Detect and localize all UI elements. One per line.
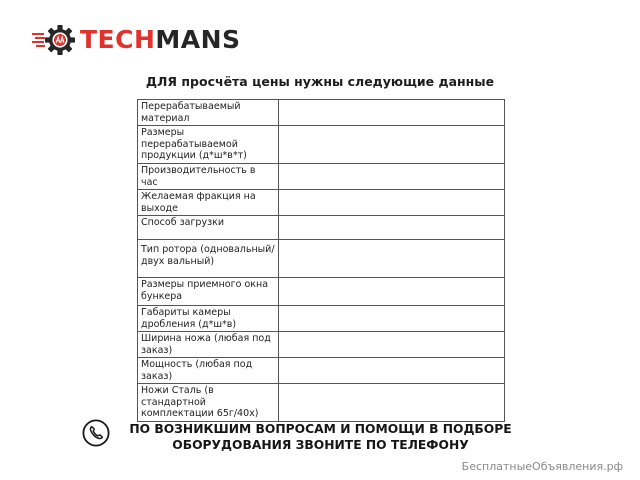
row-value-cell [279,164,505,190]
row-value-cell [279,216,505,240]
gear-logo-icon [32,24,76,56]
row-label: Способ загрузки [138,216,279,240]
row-label: Перерабатываемый материал [138,100,279,126]
brand-wordmark [80,24,241,56]
row-label: Ширина ножа (любая под заказ) [138,332,279,358]
row-label: Габариты камеры дробления (д*ш*в) [138,306,279,332]
row-value-cell [279,126,505,164]
table-row [138,100,505,126]
table-row [138,384,505,422]
row-value-cell [279,358,505,384]
table-row [138,358,505,384]
brand-part-two: MANS [155,25,241,54]
table-row [138,240,505,278]
row-label: Тип ротора (одновальный/двух вальный) [138,240,279,278]
table-row [138,332,505,358]
table-row [138,164,505,190]
requirements-table [137,99,505,422]
contact-line-2: ОБОРУДОВАНИЯ ЗВОНИТЕ ПО ТЕЛЕФОНУ [172,438,469,452]
brand-part-one: TECH [80,25,156,54]
row-label: Размеры приемного окна бункера [138,278,279,306]
row-label: Желаемая фракция на выходе [138,190,279,216]
table-row [138,126,505,164]
contact-line-1: ПО ВОЗНИКШИМ ВОПРОСАМ И ПОМОЩИ В ПОДБОРЕ [129,422,512,436]
contact-message [118,421,523,453]
site-watermark: БесплатныеОбъявления.рф [461,460,623,473]
phone-icon [82,419,110,447]
row-label: Размеры перерабатываемой продукции (д*ш*в*т) [138,126,279,164]
page-title: ДЛЯ просчёта цены нужны следующие данные [145,74,495,89]
row-value-cell [279,332,505,358]
row-value-cell [279,100,505,126]
row-value-cell [279,240,505,278]
row-value-cell [279,384,505,422]
row-label: Производительность в час [138,164,279,190]
row-label: Мощность (любая под заказ) [138,358,279,384]
row-value-cell [279,190,505,216]
row-label: Ножи Сталь (в стандартной комплектации 65г/40х) [138,384,279,422]
row-value-cell [279,278,505,306]
table-row [138,216,505,240]
table-row [138,306,505,332]
table-row [138,278,505,306]
table-row [138,190,505,216]
brand-logo [32,24,241,56]
row-value-cell [279,306,505,332]
